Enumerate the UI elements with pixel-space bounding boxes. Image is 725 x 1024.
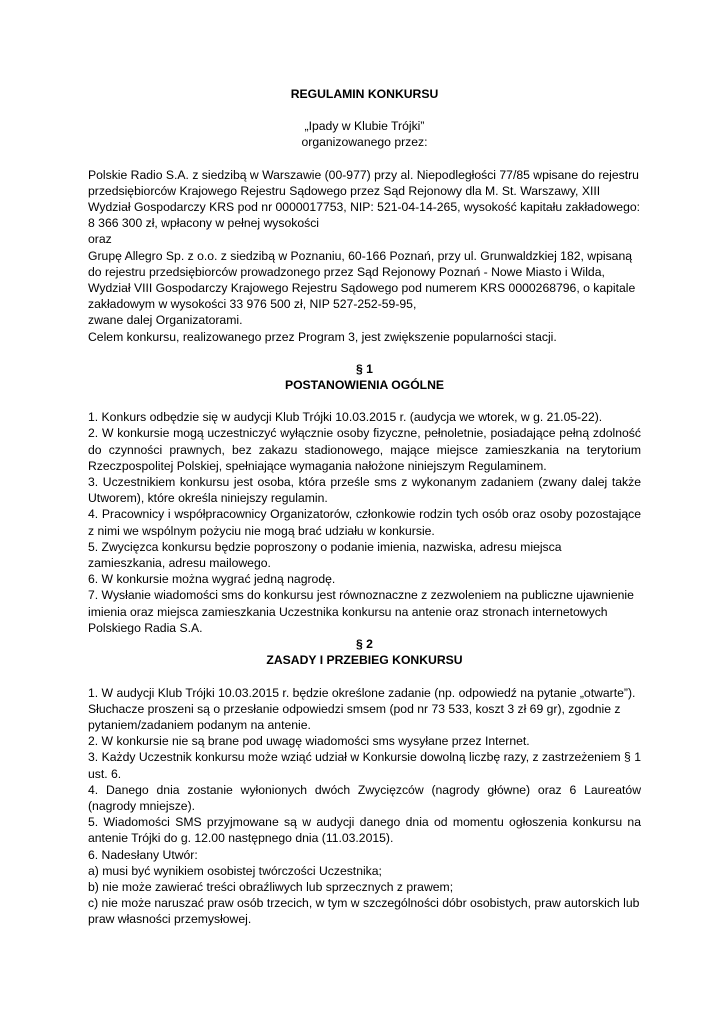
section-1-item: 4. Pracownicy i współpracownicy Organizatorów, członkowie rodzin tych osób oraz osoby pozostające z nimi we wspólnym pożyciu nie mogą brać udziału w konkursie.: [88, 507, 641, 538]
organizers-alias: zwane dalej Organizatorami.: [88, 313, 243, 328]
organizer-2: Grupę Allegro Sp. z o.o. z siedzibą w Poznaniu, 60-166 Poznań, przy ul. Grunwaldzkiej 182, wpisaną do rejestru przedsiębiorców prowadzonego przez Sąd Rejonowy Poznań - Nowe Miasto i Wilda, Wydział VIII Gospodarczy Krajowego Rejestru Sądowego pod numerem KRS 0000268796, o kapitale zakładowym w wysokości 33 976 500 zł, NIP 527-252-59-95,: [88, 248, 636, 312]
section-2-item: 2. W konkursie nie są brane pod uwagę wiadomości sms wysyłane przez Internet.: [88, 734, 530, 749]
section-2-item: 1. W audycji Klub Trójki 10.03.2015 r. będzie określone zadanie (np. odpowiedź na pytanie „otwarte”). Słuchacze proszeni są o przesłanie odpowiedzi smsem (pod nr 73 533, koszt 3 zł 69 gr), zgodnie z pytaniem/zadaniem podanym na antenie.: [88, 685, 636, 732]
section-1-item: 7. Wysłanie wiadomości sms do konkursu jest równoznaczne z zezwoleniem na publiczne ujawnienie imienia oraz miejsca zamieszkania Uczestnika konkursu na antenie oraz stronach internetowych Polskiego Radia S.A.: [88, 588, 634, 635]
section-2-item: 6. Nadesłany Utwór:: [88, 847, 198, 862]
section-2-subitem: b) nie może zawierać treści obraźliwych lub sprzecznych z prawem;: [88, 879, 454, 894]
section-1-item: 1. Konkurs odbędzie się w audycji Klub Trójki 10.03.2015 r. (audycja we wtorek, w g. 21.05-22).: [88, 410, 603, 425]
document-page: [88, 86, 641, 928]
document-title: REGULAMIN KONKURSU: [290, 87, 439, 101]
section-2-item: 3. Każdy Uczestnik konkursu może wziąć udział w Konkursie dowolną liczbę razy, z zastrzeżeniem § 1 ust. 6.: [88, 750, 641, 781]
organizer-1: Polskie Radio S.A. z siedzibą w Warszawie (00-977) przy al. Niepodległości 77/85 wpisane do rejestru przedsiębiorców Krajowego Rejestru Sądowego przez Sąd Rejonowy dla M. St. Warszawy, XIII Wydział Gospodarczy KRS pod nr 0000017753, NIP: 521-04-14-265, wysokość kapitału zakładowego: 8 366 300 zł, wpłacony w pełnej wysokości: [88, 167, 641, 231]
section-1-item: 3. Uczestnikiem konkursu jest osoba, która prześle sms z wykonanym zadaniem (zwany dalej także Utworem), które określa niniejszy regulamin.: [88, 475, 641, 506]
section-1-item: 6. W konkursie można wygrać jedną nagrodę.: [88, 572, 336, 587]
section-2-heading: ZASADY I PRZEBIEG KONKURSU: [266, 653, 463, 668]
contest-name: „Ipady w Klubie Trójki”: [304, 119, 425, 134]
section-1-item: 5. Zwycięzca konkursu będzie poproszony o podanie imienia, nazwiska, adresu miejsca zamieszkania, adresu mailowego.: [88, 539, 562, 571]
section-2-subitem: c) nie może naruszać praw osób trzecich, w tym w szczególności dóbr osobistych, praw autorskich lub praw własności przemysłowej.: [88, 896, 640, 927]
section-1-heading: POSTANOWIENIA OGÓLNE: [284, 378, 445, 393]
section-1-number: § 1: [356, 361, 373, 376]
section-2-number: § 2: [356, 637, 373, 652]
contest-goal: Celem konkursu, realizowanego przez Program 3, jest zwiększenie popularności stacji.: [88, 329, 557, 344]
section-2-item: 5. Wiadomości SMS przyjmowane są w audycji danego dnia od momentu ogłoszenia konkursu na antenie Trójki do g. 12.00 następnego dnia (11.03.2015).: [88, 815, 641, 846]
section-2-subitem: a) musi być wynikiem osobistej twórczości Uczestnika;: [88, 863, 382, 878]
organized-by: organizowanego przez:: [301, 135, 428, 150]
section-1-item: 2. W konkursie mogą uczestniczyć wyłącznie osoby fizyczne, pełnoletnie, posiadające pełną zdolność do czynności prawnych, bez zakazu stadionowego, mające miejsce zamieszkania na terytorium Rzeczpospolitej Polskiej, spełniające wymagania nałożone niniejszym Regulaminem.: [88, 426, 641, 473]
section-2-item: 4. Danego dnia zostanie wyłonionych dwóch Zwycięzców (nagrody główne) oraz 6 Laureatów (nagrody mniejsze).: [88, 782, 641, 813]
conjunction: oraz: [88, 232, 112, 247]
